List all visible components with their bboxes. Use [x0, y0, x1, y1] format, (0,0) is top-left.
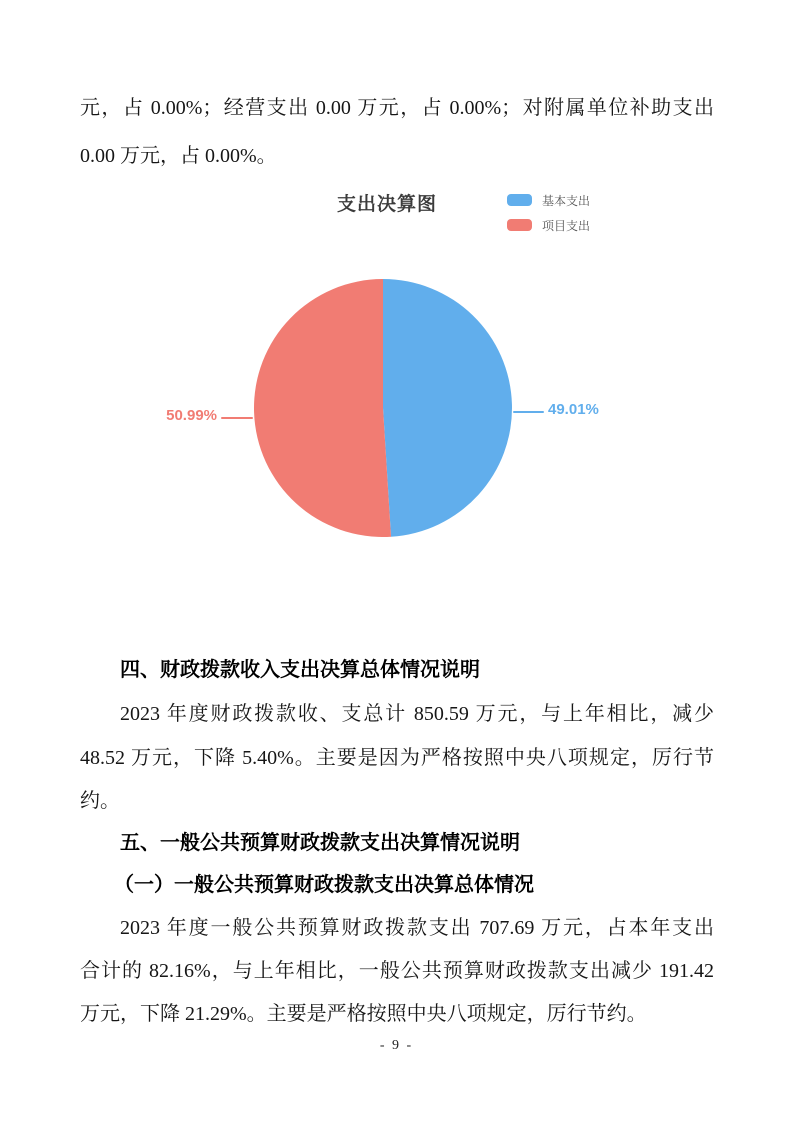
pie-slice-project-expenditure — [254, 279, 391, 537]
paragraph-line: 万元，下降 21.29%。主要是严格按照中央八项规定，厉行节约。 — [80, 1003, 647, 1025]
pie-chart-svg — [253, 278, 513, 538]
pie-leader-right — [513, 411, 544, 413]
section-heading-5-1: （一）一般公共预算财政拨款支出决算总体情况 — [114, 874, 534, 896]
pie-label-right: 49.01% — [548, 401, 599, 418]
paragraph-line: 合计的 82.16%，与上年相比，一般公共预算财政拨款支出减少 191.42 — [80, 960, 714, 982]
paragraph-line: 约。 — [80, 790, 120, 812]
pie-leader-left — [221, 417, 253, 419]
legend-label-basic: 基本支出 — [542, 193, 591, 208]
paragraph-line: 2023 年度一般公共预算财政拨款支出 707.69 万元，占本年支出 — [120, 917, 714, 939]
legend-item-basic-expenditure — [507, 193, 590, 207]
legend-swatch-project — [507, 219, 532, 231]
section-heading-5: 五、一般公共预算财政拨款支出决算情况说明 — [120, 832, 520, 854]
page-number: - 9 - — [379, 1038, 414, 1053]
paragraph-line: 元，占 0.00%；经营支出 0.00 万元，占 0.00%；对附属单位补助支出 — [80, 97, 714, 119]
legend-swatch-basic — [507, 194, 532, 206]
section-heading-4: 四、财政拨款收入支出决算总体情况说明 — [120, 659, 480, 681]
paragraph-line: 0.00 万元，占 0.00%。 — [80, 145, 277, 167]
chart-title: 支出决算图 — [337, 194, 438, 215]
pie-slice-basic-expenditure — [383, 279, 512, 537]
legend-item-project-expenditure — [507, 218, 590, 232]
paragraph-line: 2023 年度财政拨款收、支总计 850.59 万元，与上年相比，减少 — [120, 703, 714, 725]
pie-label-left: 50.99% — [166, 407, 217, 424]
legend-label-project: 项目支出 — [542, 218, 591, 233]
paragraph-line: 48.52 万元，下降 5.40%。主要是因为严格按照中央八项规定，厉行节 — [80, 747, 714, 769]
